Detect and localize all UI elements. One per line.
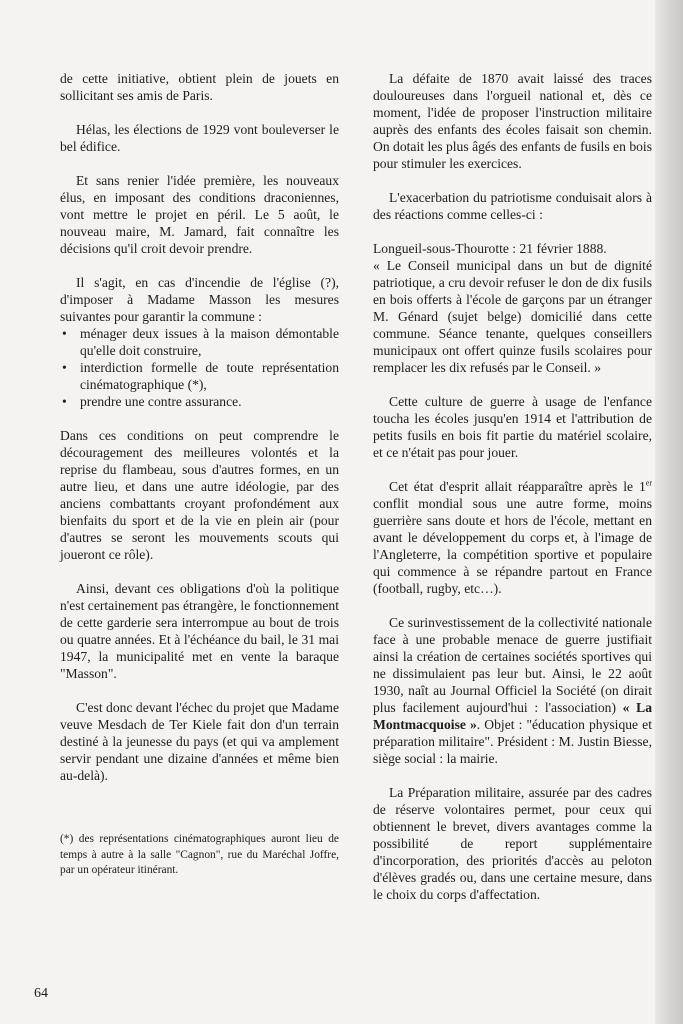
bullet-list [60, 325, 339, 410]
paragraph [373, 478, 652, 597]
bullet-icon: • [62, 360, 67, 375]
quote: « Le Conseil municipal dans un but de dignité patriotique, a cru devoir refuser le don de dix fusils en bois offerts à l'école de garçons par un étranger M. Génard (sujet belge) domicilié dans cette commune. Séance tenante, quelques conseillers municipaux ont offert quinze fusils scolaires pour remplacer les dix refusés par le Conseil. » [373, 258, 652, 375]
footnote: (*) des représentations cinématographiques auront lieu de temps à autre à la salle "Cagnon", rue du Maréchal Joffre, par un opérateur itinérant. [60, 833, 339, 876]
superscript: er [645, 478, 652, 488]
page-edge [655, 0, 683, 1024]
paragraph: de cette initiative, obtient plein de jouets en sollicitant ses amis de Paris. [60, 71, 339, 103]
paragraph: Et sans renier l'idée première, les nouveaux élus, en imposant des conditions draconiennes, vont mettre le projet en péril. Le 5 août, le nouveau maire, M. Jamard, fait connaître les décisions qu'il croit devoir prendre. [60, 173, 339, 256]
paragraph: Il s'agit, en cas d'incendie de l'église (?), d'imposer à Madame Masson les mesures suivantes pour garantir la commune : [60, 275, 339, 324]
association-name: « La Montmacquoise » [373, 700, 653, 732]
paragraph: Ainsi, devant ces obligations d'où la politique n'est certainement pas étrangère, le fonctionnement de cette garderie sera interrompue au bout de trois ou quatre années. Et à l'échéance du bail, le 31 mai 1947, la municipalité met en vente la baraque "Masson". [60, 581, 339, 681]
left-column [60, 70, 339, 801]
list-item [60, 359, 339, 393]
text-run: Ce surinvestissement de la collectivité nationale face à une probable menace de guerre justifiait ainsi la création de certaines sociétés sportives qui ne dissimulaient pas leur but. Ainsi, le 22 août 1930, naît au Journal Officiel la Société (on dirait plus facilement aujourd'hui : l'association) [373, 615, 652, 715]
paragraph: L'exacerbation du patriotisme conduisait alors à des réactions comme celles-ci : [373, 190, 652, 222]
paragraph [373, 614, 652, 767]
text-run: Cet état d'esprit allait réapparaître après le 1 [389, 479, 646, 494]
quote-heading: Longueil-sous-Thourotte : 21 février 1888. [373, 241, 607, 256]
paragraph: Cette culture de guerre à usage de l'enfance toucha les écoles jusqu'en 1914 et l'attribution de petits fusils en bois fit partie du matériel scolaire, et ce n'était pas pour jouer. [373, 394, 652, 460]
list-item [60, 393, 339, 410]
bullet-icon: • [62, 394, 67, 409]
list-item [60, 325, 339, 359]
paragraph: Dans ces conditions on peut comprendre le découragement des meilleures volontés et la reprise du flambeau, sous d'autres formes, en un autre lieu, et dans une autre idéologie, par des anciens combattants croyant profondément aux bienfaits du sport et de la vie en plein air (pour d'autres se seront les mouvements scouts qui joueront ce rôle). [60, 428, 339, 562]
bullet-icon: • [62, 326, 67, 341]
page-number: 64 [34, 986, 48, 1001]
list-item-text: ménager deux issues à la maison démontable qu'elle doit construire, [80, 326, 339, 358]
paragraph: La Préparation militaire, assurée par des cadres de réserve volontaires permet, pour ceux qui obtiennent le brevet, divers avantages comme la possibilité de report supplémentaire d'incorporation, des priorités d'accès au peloton d'élèves gradés ou, dans une certaine mesure, dans le choix du corps d'affectation. [373, 785, 652, 902]
paragraph: La défaite de 1870 avait laissé des traces douloureuses dans l'orgueil national et, dès ce moment, l'idée de proposer l'instruction militaire auprès des enfants des écoles faisait son chemin. On dotait les plus âgés des enfants de fusils en bois pour stimuler les exercices. [373, 71, 652, 171]
paragraph: C'est donc devant l'échec du projet que Madame veuve Mesdach de Ter Kiele fait don d'un terrain destiné à la jeunesse du pays (et qui va amplement servir pendant une dizaine d'années et même bien au-delà). [60, 700, 339, 783]
paragraph: Hélas, les élections de 1929 vont bouleverser le bel édifice. [60, 122, 339, 154]
text-run: conflit mondial sous une autre forme, moins guerrière sans doute et hors de l'école, mettant en avant le développement du corps et, à l'image de l'Angleterre, la compétition sportive et populaire qui commence à se répandre partout en France (football, rugby, etc…). [373, 496, 652, 596]
list-item-text: prendre une contre assurance. [80, 394, 242, 409]
text-run: . Objet : "éducation physique et préparation militaire". Président : M. Justin Biesse, siège social : la mairie. [373, 717, 652, 766]
right-column [373, 70, 652, 920]
list-item-text: interdiction formelle de toute représentation cinématographique (*), [80, 360, 339, 392]
